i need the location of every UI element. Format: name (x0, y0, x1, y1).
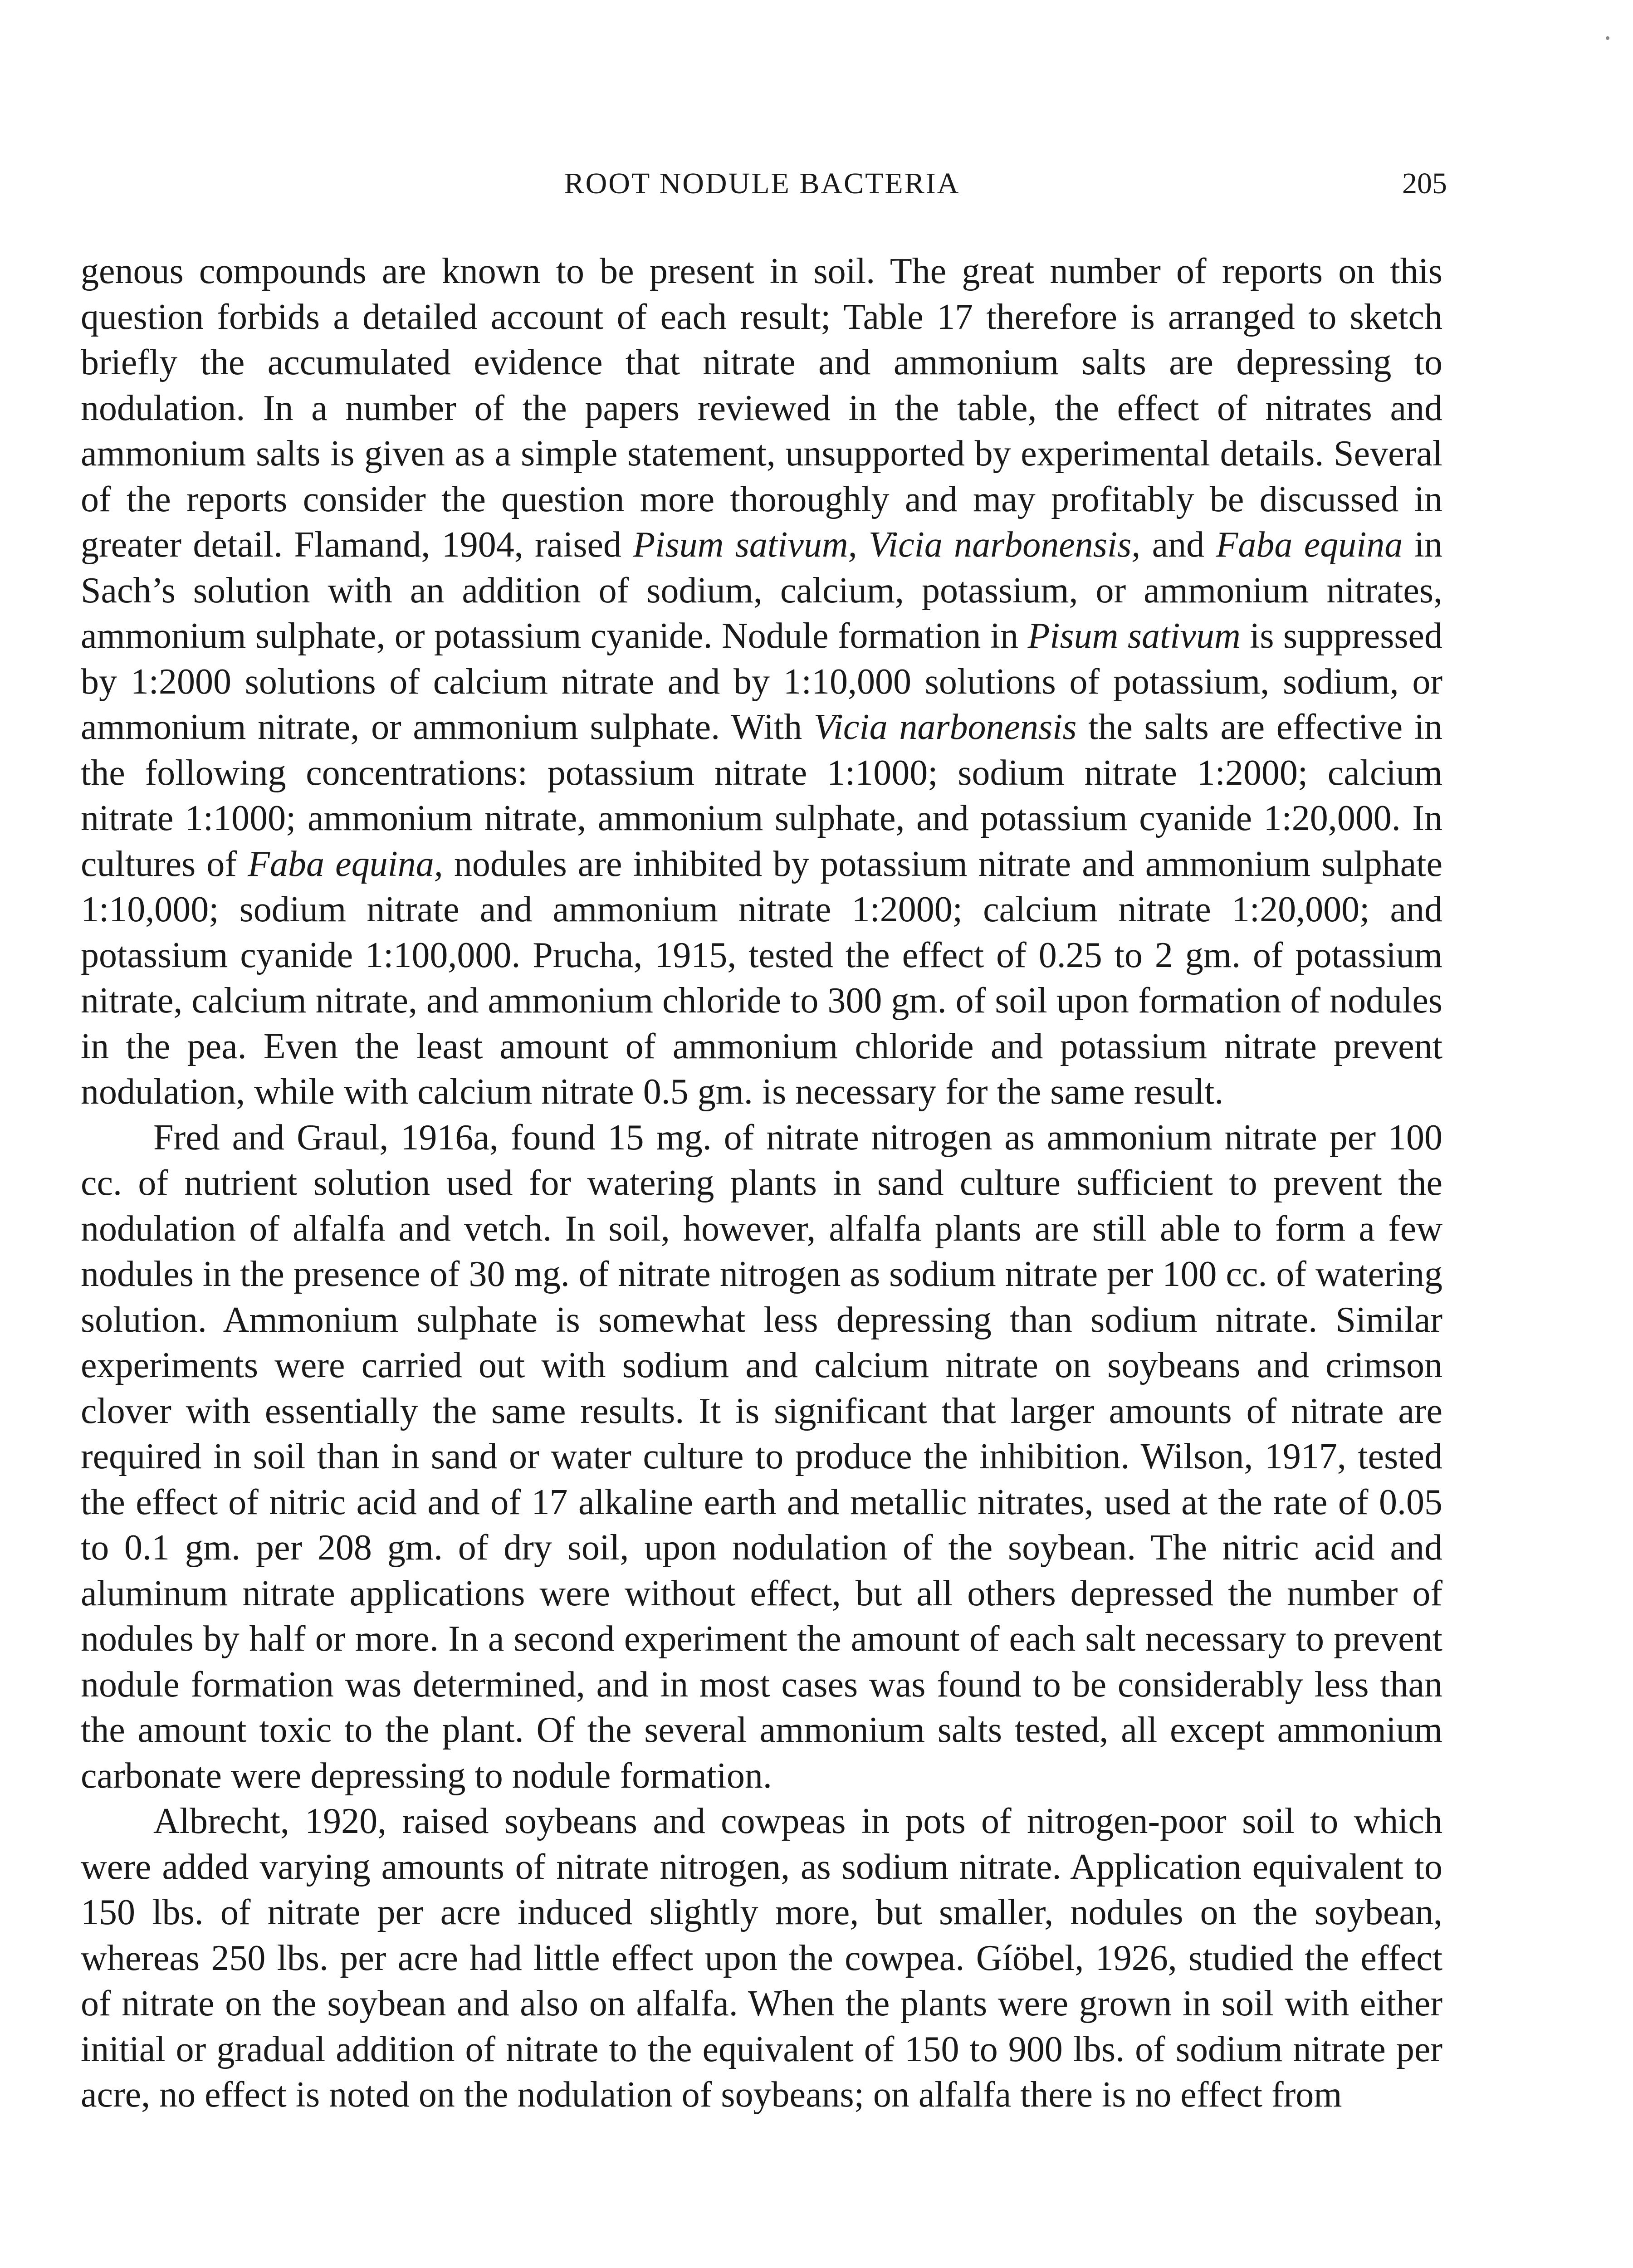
italic-term: Pisum sativum (1027, 616, 1241, 656)
paragraph (81, 249, 1442, 1115)
italic-term: Vicia narbonensis (813, 707, 1077, 747)
italic-term: Faba equina (1216, 525, 1403, 565)
running-head (82, 161, 1447, 215)
margin-speck (1606, 36, 1609, 40)
text-run: and (1140, 525, 1216, 565)
text-run: Fred and Graul, 1916a, found 15 mg. of nitrate nitrogen as ammonium nitrate per 100 cc. of nutrient solution used for watering plants in sand culture sufficient to prevent the nodulation of alfalfa and vetch. In soil, however, alfalfa plants are still able to form a few nodules in the presence of 30 mg. of nitrate nitrogen as sodium nitrate per 100 cc. of watering solution. Ammonium sulphate is somewhat less depressing than sodium nitrate. Similar experiments were carried out with sodium and calcium nitrate on soybeans and crimson clover with essentially the same results. It is significant that larger amounts of nitrate are required in soil than in sand or water culture to produce the inhibition. Wilson, 1917, tested the effect of nitric acid and of 17 alkaline earth and metallic nitrates, used at the rate of 0.05 to 0.1 gm. per 208 gm. of dry soil, upon nodulation of the soybean. The nitric acid and aluminum nitrate applications were without effect, but all others depressed the number of nodules by half or more. In a second experiment the amount of each salt necessary to prevent nodule formation was determined, and in most cases was found to be considerably less than the amount toxic to the plant. Of the several ammonium salts tested, all except ammonium carbonate were depressing to nodule formation. (81, 1117, 1442, 1796)
text-run: in Sach’s solution with an addition of sodium, calcium, potassium, or ammonium nitrates, ammonium sulphate, or potassium cyanide. Nodule formation in (81, 525, 1443, 656)
italic-term: Faba equina, (248, 844, 443, 884)
body-text (81, 249, 1442, 2118)
text-run: nodules are inhibited by potassium nitrate and ammonium sulphate 1:10,000; sodium nitrate and ammonium nitrate 1:2000; calcium nitrate 1:20,000; and potassium cyanide 1:100,000. Prucha, 1915, tested the effect of 0.25 to 2 gm. of potassium nitrate, calcium nitrate, and ammonium chloride to 300 gm. of soil upon formation of nodules in the pea. Even the least amount of ammonium chloride and potassium nitrate prevent nodulation, while with calcium nitrate 0.5 gm. is necessary for the same result. (81, 844, 1442, 1112)
text-run: is suppressed by 1:2000 solutions of calcium nitrate and by 1:10,000 solutions of potassium, sodium, or ammonium nitrate, or ammonium sulphate. With (81, 616, 1442, 747)
paragraph (81, 1115, 1442, 1799)
page-number: 205 (1402, 167, 1447, 200)
text-run: genous compounds are known to be present in soil. The great number of reports on this question forbids a detailed account of each result; Table 17 therefore is arranged to sketch briefly the accumulated evidence that nitrate and ammonium salts are depressing to nodulation. In a number of the papers reviewed in the table, the effect of nitrates and ammonium salts is given as a simple statement, unsupported by experimental details. Several of the reports consider the question more thoroughly and may profitably be discussed in greater detail. Flamand, 1904, raised (81, 251, 1442, 565)
paragraph (81, 1799, 1442, 2118)
text-run: the salts are effective in the following concentrations: potassium nitrate 1:1000; sodium nitrate 1:2000; calcium nitrate 1:1000; ammonium nitrate, ammonium sulphate, and potassium cyanide 1:20,000. In cultures of (81, 707, 1442, 884)
italic-term: Pisum sativum, Vicia narbonensis, (633, 525, 1141, 565)
running-title: ROOT NODULE BACTERIA (564, 167, 960, 200)
text-run: Albrecht, 1920, raised soybeans and cowpeas in pots of nitrogen-poor soil to which were added varying amounts of nitrate nitrogen, as sodium nitrate. Application equivalent to 150 lbs. of nitrate per acre induced slightly more, but smaller, nodules on the soybean, whereas 250 lbs. per acre had little effect upon the cowpea. Gíöbel, 1926, studied the effect of nitrate on the soybean and also on alfalfa. When the plants were grown in soil with either initial or gradual addition of nitrate to the equivalent of 150 to 900 lbs. of sodium nitrate per acre, no effect is noted on the nodulation of soybeans; on alfalfa there is no effect from (81, 1801, 1442, 2115)
